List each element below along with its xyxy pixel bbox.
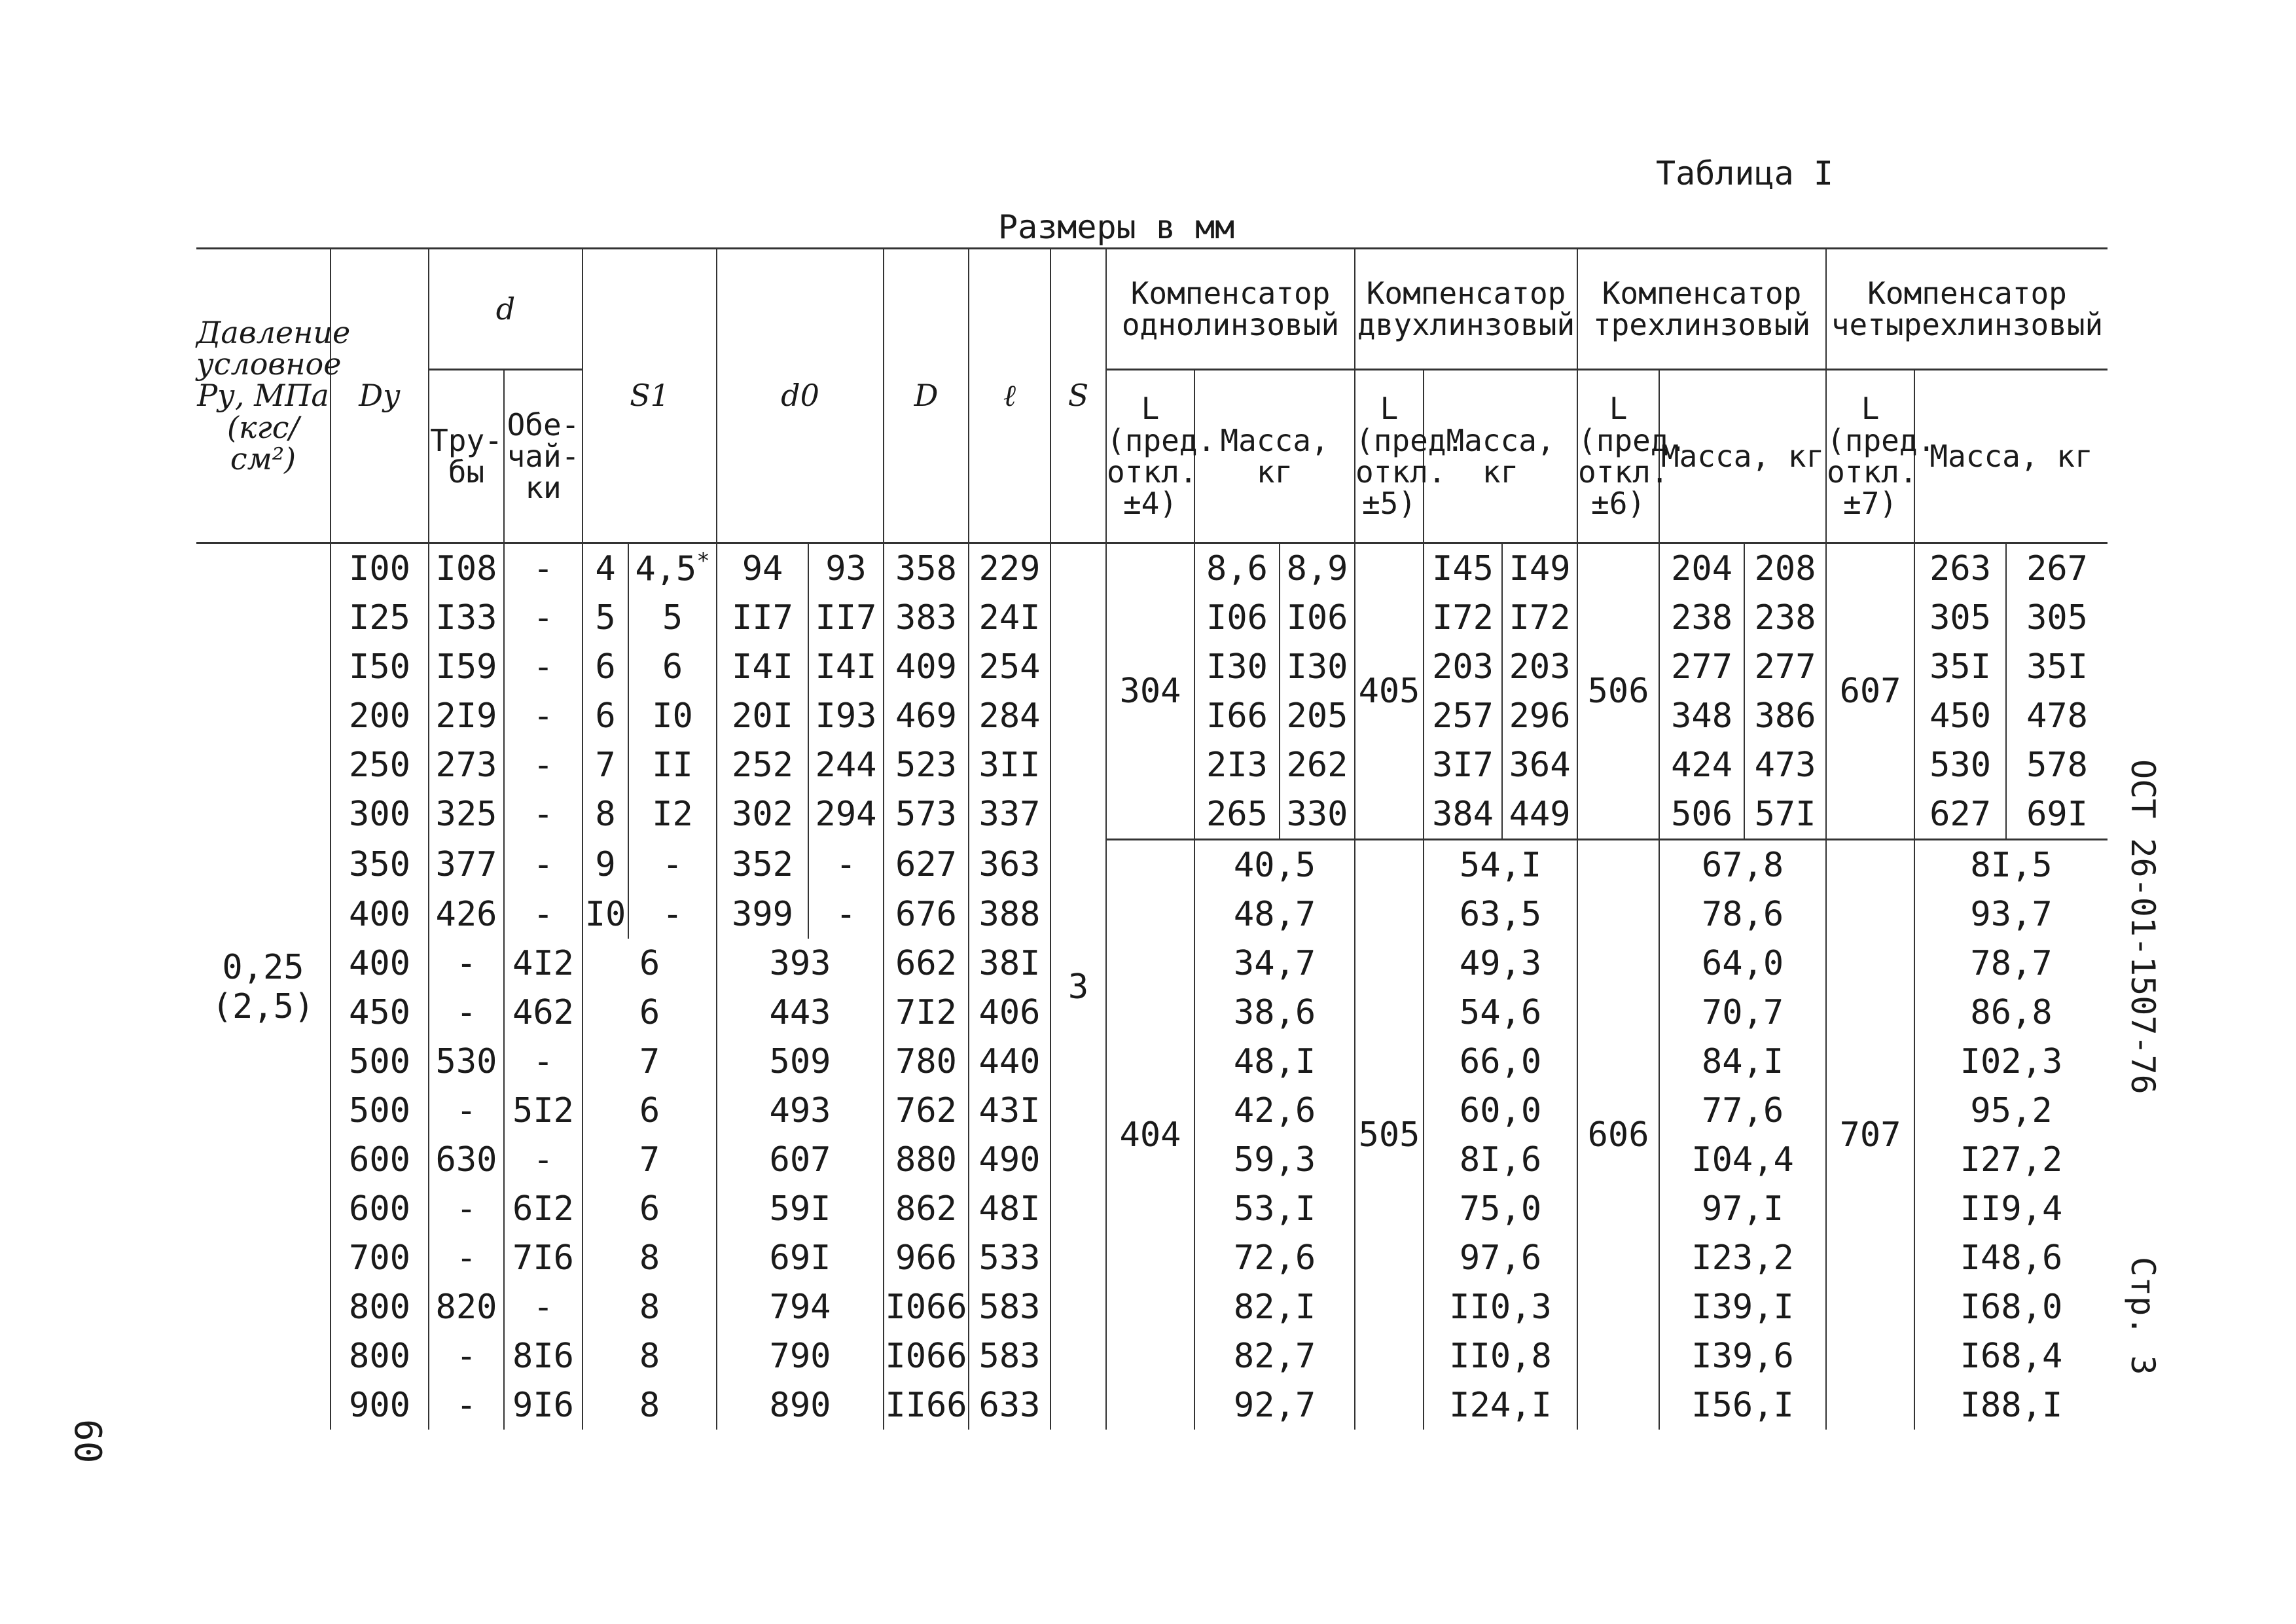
cell-mass3-b: 386 <box>1744 691 1826 740</box>
cell-s1: 6 <box>583 988 717 1037</box>
header-comp1: Компенсатор однолинзовый <box>1106 249 1355 370</box>
cell-d0-b: - <box>808 840 884 890</box>
cell-d-pipe: - <box>429 1380 504 1430</box>
cell-dy: 350 <box>331 840 429 890</box>
cell-mass4: I68,4 <box>1914 1331 2108 1380</box>
cell-d-shell: - <box>504 691 583 740</box>
L3-group-b: 606 <box>1577 840 1659 1430</box>
cell-mass2: 8I,6 <box>1424 1135 1577 1184</box>
cell-mass2-b: 203 <box>1502 642 1577 691</box>
header-s1: S1 <box>583 249 717 543</box>
cell-d-shell: 7I6 <box>504 1233 583 1282</box>
cell-mass1-b: 262 <box>1280 740 1355 789</box>
cell-d-pipe: 273 <box>429 740 504 789</box>
header-L3: L (пред. откл. ±6) <box>1577 370 1659 543</box>
cell-mass3-a: 204 <box>1659 543 1744 594</box>
cell-s1-b: I2 <box>628 789 717 840</box>
cell-dy: 300 <box>331 789 429 840</box>
cell-mass3: I39,I <box>1659 1282 1826 1331</box>
standard-code: ОСТ 26-01-1507-76 <box>2124 759 2162 1094</box>
cell-d0-b: - <box>808 890 884 939</box>
cell-mass3-a: 238 <box>1659 593 1744 642</box>
cell-s1-b: 5 <box>628 593 717 642</box>
cell-d-shell: - <box>504 890 583 939</box>
cell-mass3: 64,0 <box>1659 939 1826 988</box>
cell-mass1: 42,6 <box>1194 1086 1355 1135</box>
cell-mass1-a: I06 <box>1194 593 1280 642</box>
page-number: 60 <box>66 1419 109 1464</box>
cell-d-pipe: 2I9 <box>429 691 504 740</box>
cell-s1: 6 <box>583 1086 717 1135</box>
cell-mass1: 92,7 <box>1194 1380 1355 1430</box>
cell-D: 780 <box>884 1037 969 1086</box>
header-d: d <box>429 249 583 370</box>
cell-d-pipe: - <box>429 1233 504 1282</box>
cell-dy: 200 <box>331 691 429 740</box>
cell-d0-a: 302 <box>717 789 808 840</box>
cell-d-shell: - <box>504 642 583 691</box>
cell-mass2-b: I49 <box>1502 543 1577 594</box>
cell-D: 966 <box>884 1233 969 1282</box>
units-note: Размеры в мм <box>998 208 1235 246</box>
cell-mass4: 93,7 <box>1914 890 2108 939</box>
cell-mass3-b: 238 <box>1744 593 1826 642</box>
cell-mass4-b: 69I <box>2006 789 2108 840</box>
cell-mass4: I68,0 <box>1914 1282 2108 1331</box>
dimensions-table <box>196 247 2108 1430</box>
cell-D: 627 <box>884 840 969 890</box>
cell-d-pipe: I08 <box>429 543 504 594</box>
cell-mass4: 86,8 <box>1914 988 2108 1037</box>
cell-s1-a: 4 <box>583 543 628 594</box>
cell-mass3-a: 424 <box>1659 740 1744 789</box>
cell-mass3: I23,2 <box>1659 1233 1826 1282</box>
cell-dy: 700 <box>331 1233 429 1282</box>
cell-mass4-b: 478 <box>2006 691 2108 740</box>
cell-l: 583 <box>969 1331 1050 1380</box>
cell-D: 676 <box>884 890 969 939</box>
cell-mass3: 67,8 <box>1659 840 1826 890</box>
L2-group-b: 505 <box>1355 840 1424 1430</box>
header-d0: d0 <box>717 249 884 543</box>
cell-l: 440 <box>969 1037 1050 1086</box>
cell-d-pipe: 377 <box>429 840 504 890</box>
cell-mass2-b: 296 <box>1502 691 1577 740</box>
cell-l: 533 <box>969 1233 1050 1282</box>
cell-d0: 509 <box>717 1037 884 1086</box>
cell-mass1: 72,6 <box>1194 1233 1355 1282</box>
cell-mass2: 49,3 <box>1424 939 1577 988</box>
cell-dy: I25 <box>331 593 429 642</box>
cell-mass3: I56,I <box>1659 1380 1826 1430</box>
header-mass1: Масса, кг <box>1194 370 1355 543</box>
cell-dy: 250 <box>331 740 429 789</box>
cell-d-shell: - <box>504 1282 583 1331</box>
cell-mass4-a: 305 <box>1914 593 2006 642</box>
header-comp2: Компенсатор двухлинзовый <box>1355 249 1577 370</box>
cell-D: 383 <box>884 593 969 642</box>
L1-group-a: 304 <box>1106 543 1194 840</box>
header-comp3: Компенсатор трехлинзовый <box>1577 249 1826 370</box>
cell-mass2-a: 257 <box>1424 691 1502 740</box>
cell-l: 490 <box>969 1135 1050 1184</box>
header-d-pipe: Тру- бы <box>429 370 504 543</box>
cell-s1-b: I0 <box>628 691 717 740</box>
cell-l: 337 <box>969 789 1050 840</box>
cell-d0: 59I <box>717 1184 884 1233</box>
cell-d-shell: 6I2 <box>504 1184 583 1233</box>
cell-mass2: 63,5 <box>1424 890 1577 939</box>
cell-s1-a: 9 <box>583 840 628 890</box>
cell-mass2: II0,3 <box>1424 1282 1577 1331</box>
cell-d-pipe: 820 <box>429 1282 504 1331</box>
cell-s1: 7 <box>583 1037 717 1086</box>
cell-s1: 8 <box>583 1380 717 1430</box>
cell-s1-a: 7 <box>583 740 628 789</box>
cell-D: II66 <box>884 1380 969 1430</box>
cell-d0-a: 352 <box>717 840 808 890</box>
cell-dy: 800 <box>331 1282 429 1331</box>
cell-d-shell: - <box>504 789 583 840</box>
cell-s1-a: 8 <box>583 789 628 840</box>
cell-mass3-a: 506 <box>1659 789 1744 840</box>
cell-mass2: 75,0 <box>1424 1184 1577 1233</box>
cell-l: 43I <box>969 1086 1050 1135</box>
cell-d0-a: 94 <box>717 543 808 594</box>
cell-mass1-b: 8,9 <box>1280 543 1355 594</box>
cell-d0-a: 20I <box>717 691 808 740</box>
cell-D: 573 <box>884 789 969 840</box>
cell-mass1-a: 8,6 <box>1194 543 1280 594</box>
cell-D: I066 <box>884 1282 969 1331</box>
cell-mass1: 38,6 <box>1194 988 1355 1037</box>
cell-s1-b: 6 <box>628 642 717 691</box>
cell-dy: I50 <box>331 642 429 691</box>
cell-D: 409 <box>884 642 969 691</box>
cell-l: 633 <box>969 1380 1050 1430</box>
cell-mass2-a: I72 <box>1424 593 1502 642</box>
cell-D: 7I2 <box>884 988 969 1037</box>
cell-mass4: I27,2 <box>1914 1135 2108 1184</box>
cell-d0-a: I4I <box>717 642 808 691</box>
cell-mass2-a: I45 <box>1424 543 1502 594</box>
header-comp4: Компенсатор четырехлинзовый <box>1826 249 2108 370</box>
header-s: S <box>1050 249 1106 543</box>
cell-D: 762 <box>884 1086 969 1135</box>
table-caption: Таблица I <box>1656 154 1833 192</box>
header-l: ℓ <box>969 249 1050 543</box>
cell-dy: 450 <box>331 988 429 1037</box>
cell-mass3: 84,I <box>1659 1037 1826 1086</box>
cell-d-shell: 5I2 <box>504 1086 583 1135</box>
cell-mass3: 70,7 <box>1659 988 1826 1037</box>
cell-dy: I00 <box>331 543 429 594</box>
cell-mass1: 82,7 <box>1194 1331 1355 1380</box>
cell-mass4-a: 450 <box>1914 691 2006 740</box>
header-dy: Dу <box>331 249 429 543</box>
cell-mass1-a: 2I3 <box>1194 740 1280 789</box>
cell-mass4-b: 305 <box>2006 593 2108 642</box>
cell-d-pipe: - <box>429 1086 504 1135</box>
cell-dy: 600 <box>331 1184 429 1233</box>
cell-l: 3II <box>969 740 1050 789</box>
cell-s1: 7 <box>583 1135 717 1184</box>
header-pressure: Давление условное Pу, МПа (кгс/см²) <box>196 249 331 543</box>
pressure-value: 0,25 (2,5) <box>196 543 331 1430</box>
cell-mass1: 59,3 <box>1194 1135 1355 1184</box>
cell-mass4-a: 35I <box>1914 642 2006 691</box>
header-L4: L (пред. откл. ±7) <box>1826 370 1914 543</box>
cell-mass2: 66,0 <box>1424 1037 1577 1086</box>
cell-s1-b: - <box>628 840 717 890</box>
cell-dy: 600 <box>331 1135 429 1184</box>
cell-D: 862 <box>884 1184 969 1233</box>
cell-d-shell: - <box>504 593 583 642</box>
cell-d-pipe: I33 <box>429 593 504 642</box>
cell-mass3-b: 277 <box>1744 642 1826 691</box>
cell-d-pipe: 426 <box>429 890 504 939</box>
cell-d-shell: - <box>504 1135 583 1184</box>
cell-mass4: 95,2 <box>1914 1086 2108 1135</box>
cell-d0-b: 294 <box>808 789 884 840</box>
cell-d0-b: 93 <box>808 543 884 594</box>
cell-mass4: I48,6 <box>1914 1233 2108 1282</box>
cell-d0-b: 244 <box>808 740 884 789</box>
cell-mass2-a: 384 <box>1424 789 1502 840</box>
cell-mass4: 78,7 <box>1914 939 2108 988</box>
cell-l: 406 <box>969 988 1050 1037</box>
cell-mass2: 54,I <box>1424 840 1577 890</box>
cell-mass1: 34,7 <box>1194 939 1355 988</box>
cell-mass1: 40,5 <box>1194 840 1355 890</box>
cell-mass2: 97,6 <box>1424 1233 1577 1282</box>
cell-D: 662 <box>884 939 969 988</box>
L2-group-a: 405 <box>1355 543 1424 840</box>
cell-dy: 400 <box>331 939 429 988</box>
cell-d-pipe: 325 <box>429 789 504 840</box>
cell-mass4-b: 35I <box>2006 642 2108 691</box>
cell-d-shell: - <box>504 840 583 890</box>
cell-mass4-b: 578 <box>2006 740 2108 789</box>
cell-mass2: I24,I <box>1424 1380 1577 1430</box>
cell-s1-a: 5 <box>583 593 628 642</box>
cell-s1: 8 <box>583 1282 717 1331</box>
table-row <box>196 543 2108 594</box>
cell-mass1-b: I30 <box>1280 642 1355 691</box>
cell-D: 880 <box>884 1135 969 1184</box>
cell-d-pipe: - <box>429 1184 504 1233</box>
cell-s1-a: 6 <box>583 642 628 691</box>
cell-d0-a: II7 <box>717 593 808 642</box>
cell-d-shell: - <box>504 1037 583 1086</box>
cell-mass3: 78,6 <box>1659 890 1826 939</box>
header-mass2: Масса, кг <box>1424 370 1577 543</box>
cell-l: 388 <box>969 890 1050 939</box>
cell-d-shell: 9I6 <box>504 1380 583 1430</box>
cell-d0-a: 252 <box>717 740 808 789</box>
cell-s1-b: II <box>628 740 717 789</box>
cell-l: 24I <box>969 593 1050 642</box>
cell-s1-b: - <box>628 890 717 939</box>
cell-mass1-b: I06 <box>1280 593 1355 642</box>
cell-l: 229 <box>969 543 1050 594</box>
cell-dy: 900 <box>331 1380 429 1430</box>
cell-d0: 607 <box>717 1135 884 1184</box>
s-value: 3 <box>1050 543 1106 1430</box>
cell-mass2-b: 364 <box>1502 740 1577 789</box>
cell-mass4: I02,3 <box>1914 1037 2108 1086</box>
cell-d0: 790 <box>717 1331 884 1380</box>
cell-d-pipe: 530 <box>429 1037 504 1086</box>
cell-dy: 400 <box>331 890 429 939</box>
cell-mass1: 48,7 <box>1194 890 1355 939</box>
cell-mass2-a: 203 <box>1424 642 1502 691</box>
cell-d-pipe: - <box>429 1331 504 1380</box>
cell-d-shell: 462 <box>504 988 583 1037</box>
cell-mass3: I04,4 <box>1659 1135 1826 1184</box>
cell-mass3-a: 348 <box>1659 691 1744 740</box>
L3-group-a: 506 <box>1577 543 1659 840</box>
cell-l: 254 <box>969 642 1050 691</box>
cell-mass2: II0,8 <box>1424 1331 1577 1380</box>
cell-d0: 794 <box>717 1282 884 1331</box>
cell-mass4-a: 627 <box>1914 789 2006 840</box>
cell-d-pipe: - <box>429 988 504 1037</box>
L4-group-a: 607 <box>1826 543 1914 840</box>
cell-dy: 800 <box>331 1331 429 1380</box>
table-body <box>196 543 2108 1430</box>
cell-mass3: I39,6 <box>1659 1331 1826 1380</box>
cell-mass4-a: 530 <box>1914 740 2006 789</box>
cell-mass4: II9,4 <box>1914 1184 2108 1233</box>
cell-s1: 8 <box>583 1331 717 1380</box>
cell-mass1-a: I66 <box>1194 691 1280 740</box>
cell-mass3-b: 57I <box>1744 789 1826 840</box>
cell-l: 284 <box>969 691 1050 740</box>
cell-l: 48I <box>969 1184 1050 1233</box>
cell-d0: 890 <box>717 1380 884 1430</box>
L4-group-b: 707 <box>1826 840 1914 1430</box>
cell-l: 583 <box>969 1282 1050 1331</box>
cell-D: 358 <box>884 543 969 594</box>
L1-group-b: 404 <box>1106 840 1194 1430</box>
cell-d0-b: II7 <box>808 593 884 642</box>
header-L2: L (пред. откл. ±5) <box>1355 370 1424 543</box>
cell-s1-b: 4,5* <box>628 543 717 594</box>
cell-D: 523 <box>884 740 969 789</box>
cell-mass2-a: 3I7 <box>1424 740 1502 789</box>
cell-d0-a: 399 <box>717 890 808 939</box>
cell-mass4: I88,I <box>1914 1380 2108 1430</box>
cell-l: 363 <box>969 840 1050 890</box>
cell-d-pipe: I59 <box>429 642 504 691</box>
cell-mass2-b: I72 <box>1502 593 1577 642</box>
cell-dy: 500 <box>331 1037 429 1086</box>
cell-dy: 500 <box>331 1086 429 1135</box>
cell-mass4-b: 267 <box>2006 543 2108 594</box>
header-L1: L (пред. откл. ±4) <box>1106 370 1194 543</box>
cell-s1-a: I0 <box>583 890 628 939</box>
cell-D: 469 <box>884 691 969 740</box>
cell-s1: 8 <box>583 1233 717 1282</box>
cell-d0: 493 <box>717 1086 884 1135</box>
cell-d-shell: - <box>504 740 583 789</box>
cell-d0-b: I93 <box>808 691 884 740</box>
cell-mass3: 97,I <box>1659 1184 1826 1233</box>
header-mass3: Масса, кг <box>1659 370 1826 543</box>
cell-mass1-b: 330 <box>1280 789 1355 840</box>
cell-mass2-b: 449 <box>1502 789 1577 840</box>
cell-d0-b: I4I <box>808 642 884 691</box>
cell-D: I066 <box>884 1331 969 1380</box>
cell-d-pipe: 630 <box>429 1135 504 1184</box>
cell-l: 38I <box>969 939 1050 988</box>
cell-d0: 443 <box>717 988 884 1037</box>
cell-mass4: 8I,5 <box>1914 840 2108 890</box>
cell-d-shell: 4I2 <box>504 939 583 988</box>
cell-mass3-b: 208 <box>1744 543 1826 594</box>
cell-mass1: 53,I <box>1194 1184 1355 1233</box>
table-row <box>196 840 2108 890</box>
cell-mass1-a: I30 <box>1194 642 1280 691</box>
cell-mass1: 82,I <box>1194 1282 1355 1331</box>
header-D: D <box>884 249 969 543</box>
header-mass4: Масса, кг <box>1914 370 2108 543</box>
cell-d-pipe: - <box>429 939 504 988</box>
cell-mass3: 77,6 <box>1659 1086 1826 1135</box>
cell-mass1-b: 205 <box>1280 691 1355 740</box>
cell-mass3-a: 277 <box>1659 642 1744 691</box>
page-label: Стр. 3 <box>2124 1257 2162 1375</box>
cell-d-shell: 8I6 <box>504 1331 583 1380</box>
cell-mass2: 54,6 <box>1424 988 1577 1037</box>
cell-mass1: 48,I <box>1194 1037 1355 1086</box>
cell-d0: 393 <box>717 939 884 988</box>
header-d-shell: Обе- чай- ки <box>504 370 583 543</box>
cell-s1-a: 6 <box>583 691 628 740</box>
cell-d-shell: - <box>504 543 583 594</box>
cell-mass3-b: 473 <box>1744 740 1826 789</box>
cell-s1: 6 <box>583 1184 717 1233</box>
cell-d0: 69I <box>717 1233 884 1282</box>
cell-mass4-a: 263 <box>1914 543 2006 594</box>
cell-mass1-a: 265 <box>1194 789 1280 840</box>
cell-mass2: 60,0 <box>1424 1086 1577 1135</box>
cell-s1: 6 <box>583 939 717 988</box>
